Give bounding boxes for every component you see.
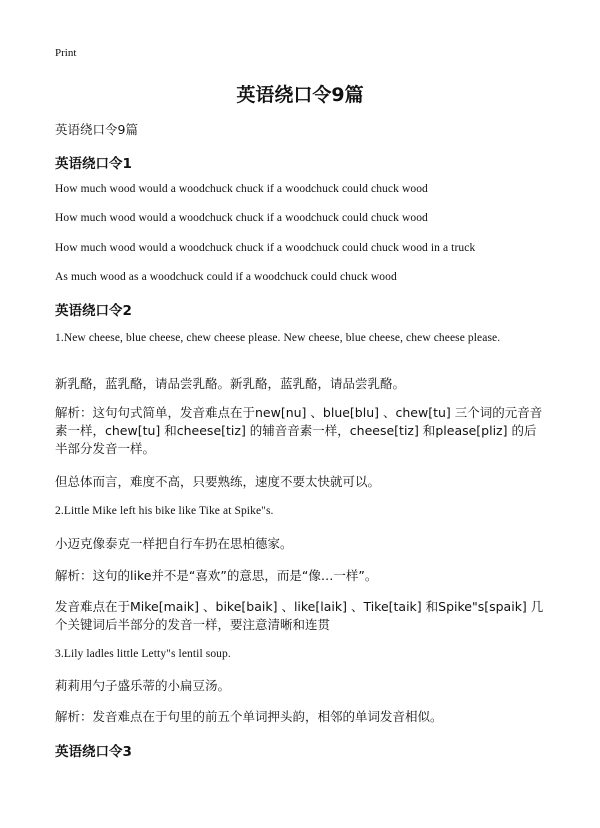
item2-detail: 发音难点在于Mike[maik] 、bike[baik] 、like[laik] 、Tike[taik] 和Spike"s[spaik] 几个关键词后半部分的发音一样，要注意清晰和连贯 [55, 599, 544, 632]
item1-analysis: 解析：这句句式简单，发音难点在于new[nu] 、blue[blu] 、chew[tu] 三个词的元音音素一样，chew[tu] 和cheese[tiz] 的辅音音素一样，cheese[tiz] 和please[pliz] 的后半部分发音一样。 [55, 405, 543, 456]
item1-english: 1.New cheese, blue cheese, chew cheese please. New cheese, blue cheese, chew cheese please. [55, 332, 501, 344]
tongue-twister-line: How much wood would a woodchuck chuck if a woodchuck could chuck wood [55, 183, 428, 195]
item1-summary: 但总体而言，难度不高，只要熟练，速度不要太快就可以。 [55, 474, 381, 489]
section-heading-1: 英语绕口令1 [55, 156, 132, 172]
tongue-twister-line: How much wood would a woodchuck chuck if a woodchuck could chuck wood in a truck [55, 242, 476, 254]
item3-analysis: 解析：发音难点在于句里的前五个单词押头韵，相邻的单词发音相似。 [55, 709, 443, 724]
item3-english: 3.Lily ladles little Letty"s lentil soup. [55, 648, 231, 660]
section-heading-3: 英语绕口令3 [55, 744, 132, 760]
item3-chinese: 莉莉用勺子盛乐蒂的小扁豆汤。 [55, 678, 231, 693]
page-subtitle: 英语绕口令9篇 [55, 122, 138, 137]
item1-chinese: 新乳酪，蓝乳酪，请品尝乳酪。新乳酪，蓝乳酪，请品尝乳酪。 [55, 376, 406, 391]
item2-analysis: 解析：这句的like并不是“喜欢”的意思，而是“像…一样”。 [55, 568, 378, 583]
item2-english: 2.Little Mike left his bike like Tike at Spike"s. [55, 505, 274, 517]
item2-chinese: 小迈克像泰克一样把自行车扔在思柏德家。 [55, 536, 293, 551]
tongue-twister-line: As much wood as a woodchuck could if a woodchuck could chuck wood [55, 271, 397, 283]
print-label[interactable]: Print [55, 47, 77, 59]
tongue-twister-line: How much wood would a woodchuck chuck if a woodchuck could chuck wood [55, 212, 428, 224]
page-title: 英语绕口令9篇 [236, 84, 364, 106]
section-heading-2: 英语绕口令2 [55, 303, 132, 319]
